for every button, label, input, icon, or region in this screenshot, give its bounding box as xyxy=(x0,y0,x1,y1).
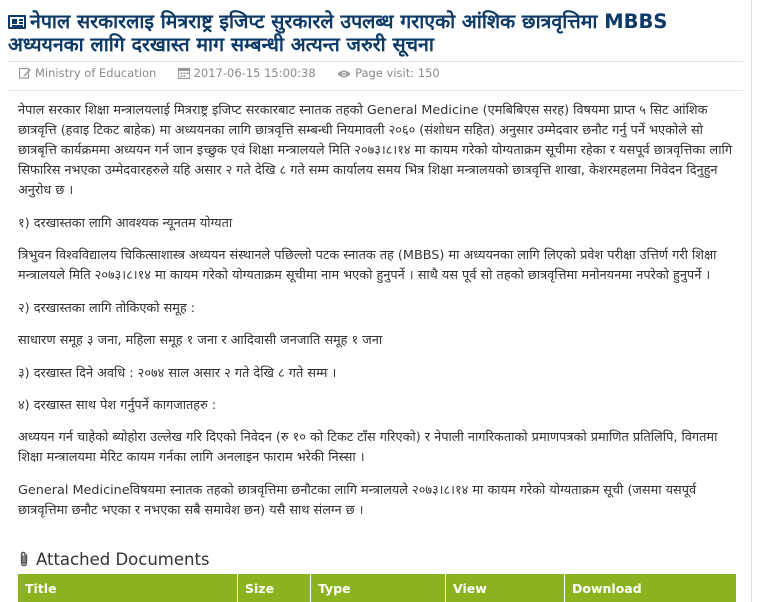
attached-documents-label: Attached Documents xyxy=(36,550,210,569)
publish-date: 2017-06-15 15:00:38 xyxy=(193,66,316,80)
article-title xyxy=(8,10,743,56)
attached-documents-heading xyxy=(18,550,210,571)
section-heading-1: १) दरखास्तका लागि आवश्यक न्यूनतम योग्यता xyxy=(18,216,233,231)
meta-divider xyxy=(8,90,743,91)
closing-paragraph: General Medicineविषयमा स्नातक तहको छात्रवृत्तिमा छनौटका लागि मन्त्रालयले २०७३।८।१४ मा कायम गरेको योग्यताक्रम सूची (जसमा यसपूर्व छात्रवृत्तिमा छनौट भएका र नभएका सबै समावेश छन) यसै साथ संलग्न छ । xyxy=(18,483,697,518)
column-header-download[interactable]: Download xyxy=(572,581,642,596)
article-body xyxy=(18,101,738,534)
title-divider xyxy=(8,61,743,62)
column-header-type[interactable]: Type xyxy=(311,574,446,602)
column-header-title[interactable]: Title xyxy=(18,574,238,602)
attachments-table-header xyxy=(18,574,736,602)
paperclip-icon xyxy=(18,551,30,571)
qualification-paragraph: त्रिभुवन विश्वविद्यालय चिकित्साशास्त्र अध्ययन संस्थानले पछिल्लो पटक स्नातक तह (MBBS) मा अध्ययनका लागि लिएको प्रवेश परीक्षा उत्तिर्ण गरी शिक्षा मन्त्रालयले मिति २०७३।८।१४ मा कायम गरेको योग्यताक्रम सूचीमा नाम भएको हुनुपर्ने । साथै यस पूर्व सो तहको छात्रवृत्तिमा मनोनयनमा नपरेको हुनुपर्ने । xyxy=(18,248,717,283)
section-heading-3: ३) दरखास्त दिने अवधि : २०७४ साल असार २ गते देखि ८ गते सम्म । xyxy=(18,366,337,381)
pencil-icon xyxy=(19,67,31,82)
section-heading-4: ४) दरखास्त साथ पेश गर्नुपर्ने कागजातहरु : xyxy=(18,398,217,413)
group-paragraph: साधारण समूह ३ जना, महिला समूह १ जना र आदिवासी जनजाति समूह १ जना xyxy=(18,333,383,348)
section-heading-2: २) दरखास्तका लागि तोकिएको समूह : xyxy=(18,301,196,316)
article-title-text: नेपाल सरकारलाइ मित्रराष्ट्र इजिप्ट सुरकारले उपलब्ध गराएको आंशिक छात्रवृत्तिमा MBBS अध्ययनका लागि दरखास्त माग सम्बन्धी अत्यन्त जरुरी सूचना xyxy=(8,10,668,56)
column-header-size[interactable]: Size xyxy=(238,574,311,602)
author-text: Ministry of Education xyxy=(35,66,157,80)
documents-paragraph: अध्ययन गर्न चाहेको ब्योहोरा उल्लेख गरि दिएको निवेदन (रु १० को टिकट टाँस गरिएको) र नेपाली नागरिकताको प्रमाणपत्रको प्रमाणित प्रतिलिपि, विगतमा शिक्षा मन्त्रालयमा मेरिट कायम गर्नका लागि अनलाइन फाराम भरेकी निस्सा । xyxy=(18,430,718,465)
column-header-view[interactable]: View xyxy=(446,574,565,602)
calendar-icon xyxy=(178,67,190,82)
eye-icon xyxy=(337,68,351,82)
intro-paragraph: नेपाल सरकार शिक्षा मन्त्रालयलाई मित्रराष्ट्र इजिप्ट सरकारबाट स्नातक तहको General Medicine (एमबिबिएस सरह) विषयमा प्राप्त ५ सिट आंशिक छात्रवृत्ति (हवाइ टिकट बाहेक) मा अध्ययनका लागि छात्रवृत्ति सम्बन्धी नियमावली २०६० (संशोधन सहित) अनुसार उम्मेदवार छनौट गर्नु पर्ने भएकोले सो छात्रबृत्ति कार्यक्रममा अध्ययन गर्न जान इच्छुक एवं शिक्षा मन्त्रालयले मिति २०७३।८।१४ मा कायम गरेको योग्यताक्रम सूचीमा रहेका र यसपूर्व छात्रवृत्तिका लागि सिफारिस नभएका उम्मेदवारहरुले यहि असार २ गते देखि ८ गते सम्म कार्यालय समय भित्र शिक्षा मन्त्रालयको छात्रवृत्ति शाखा, केशरमहलमा निवेदन दिनुहुन अनुरोध छ । xyxy=(18,103,733,198)
page-visits: Page visit: 150 xyxy=(355,66,440,80)
article-meta xyxy=(19,66,440,80)
newspaper-icon xyxy=(8,15,26,29)
